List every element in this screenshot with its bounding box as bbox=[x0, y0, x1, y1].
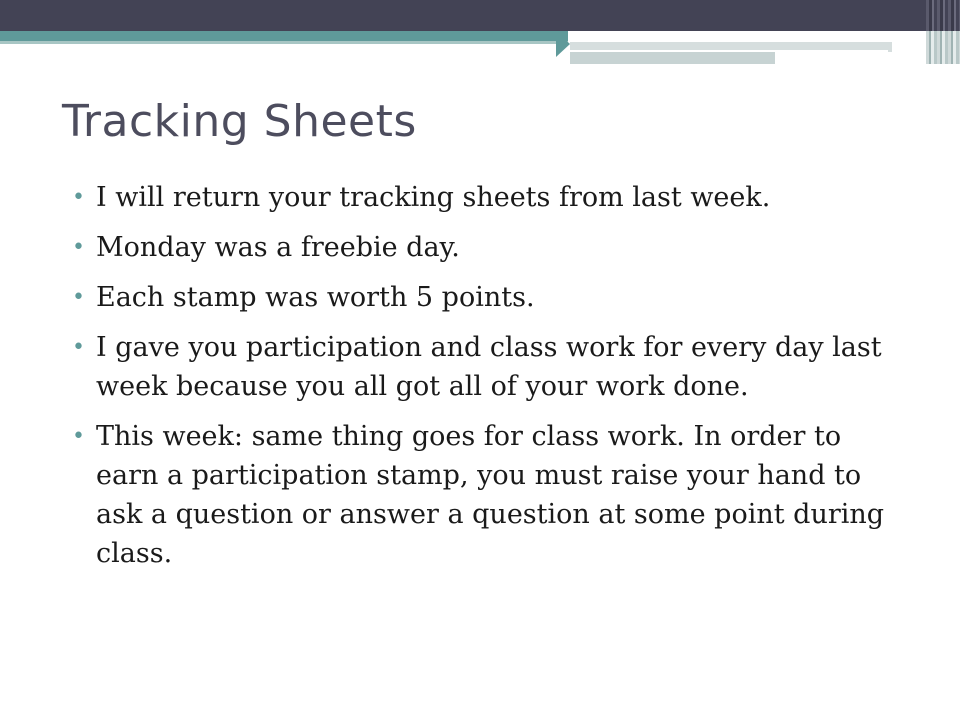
bullet-icon: • bbox=[72, 424, 85, 449]
bullet-text: I will return your tracking sheets from last week. bbox=[96, 182, 771, 213]
bullet-icon: • bbox=[72, 335, 85, 360]
bullet-text: This week: same thing goes for class work. In order to earn a participation stamp, you must raise your hand to ask a question or answer a question at some point during class. bbox=[96, 421, 885, 569]
arrow-notch-icon bbox=[556, 31, 570, 57]
bullet-item bbox=[72, 328, 912, 406]
header-gray-block-lower bbox=[570, 52, 775, 64]
bullet-item bbox=[72, 417, 912, 573]
bullet-text: Monday was a freebie day. bbox=[96, 232, 460, 263]
bullet-item bbox=[72, 228, 912, 267]
header-band bbox=[0, 0, 960, 31]
bullet-text: Each stamp was worth 5 points. bbox=[96, 282, 535, 313]
bullet-icon: • bbox=[72, 235, 85, 260]
bullet-icon: • bbox=[72, 185, 85, 210]
bullet-list bbox=[72, 178, 912, 584]
header-stripes-dark bbox=[926, 0, 960, 31]
bullet-item bbox=[72, 278, 912, 317]
bullet-text: I gave you participation and class work for every day last week because you all got all of your work done. bbox=[96, 332, 882, 402]
accent-line bbox=[0, 41, 568, 44]
slide-title: Tracking Sheets bbox=[62, 96, 417, 147]
bullet-item bbox=[72, 178, 912, 217]
bullet-icon: • bbox=[72, 285, 85, 310]
accent-strip bbox=[0, 31, 568, 41]
